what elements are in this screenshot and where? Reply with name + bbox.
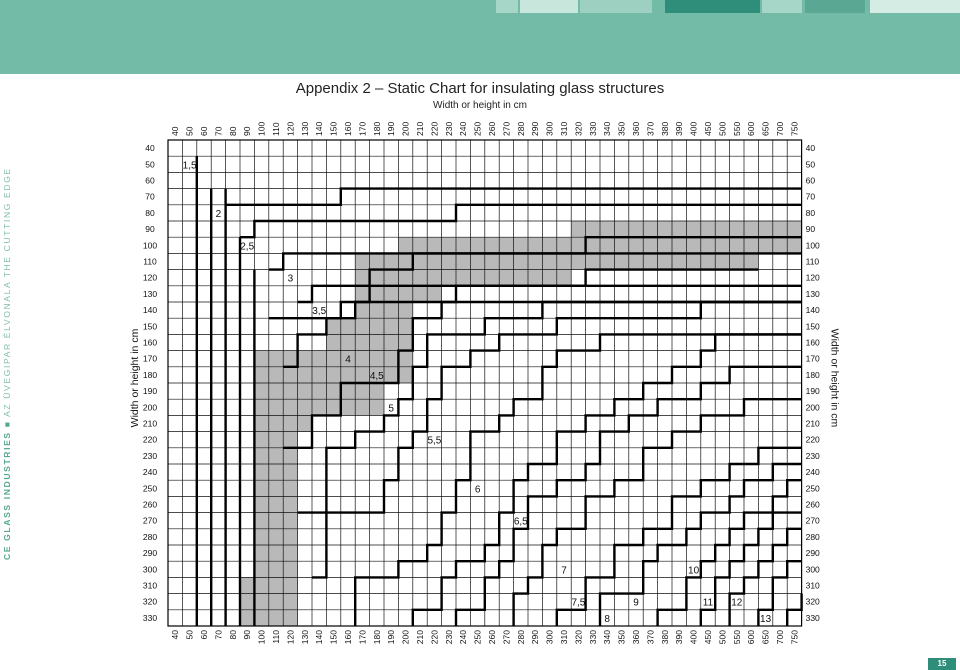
y-tick-label-right: 100 [805,240,820,251]
x-tick-label-bottom: 130 [299,630,310,645]
zone-label: 12 [731,597,743,609]
x-tick-label-bottom: 350 [616,630,627,645]
x-tick-label-bottom: 40 [170,630,181,640]
y-tick-label-left: 270 [142,515,158,526]
x-tick-label-top: 300 [544,121,555,136]
y-tick-label-left: 190 [142,386,158,397]
x-tick-label-bottom: 70 [213,630,224,640]
y-tick-label-right: 220 [805,434,820,445]
zone-label: 8 [604,613,610,625]
x-tick-label-top: 370 [645,121,656,136]
y-tick-label-right: 120 [805,272,820,283]
y-tick-label-right: 250 [805,483,820,494]
y-tick-label-right: 280 [805,531,820,542]
x-tick-label-bottom: 140 [314,630,325,645]
x-tick-label-top: 140 [314,121,325,136]
shaded-cells [254,432,297,448]
x-tick-label-bottom: 100 [256,630,267,645]
x-tick-label-bottom: 650 [760,630,771,645]
shaded-cells [254,513,297,529]
x-tick-label-bottom: 210 [415,630,425,645]
y-tick-label-right: 110 [805,256,820,267]
y-tick-label-left: 180 [142,369,158,380]
x-tick-label-top: 50 [184,126,195,136]
y-tick-label-left: 280 [142,531,158,542]
y-tick-label-left: 170 [142,353,158,364]
zone-boundary [787,594,801,626]
zone-label: 7,5 [571,597,586,609]
x-tick-label-top: 70 [213,126,224,136]
y-tick-label-right: 140 [805,305,820,316]
x-tick-label-bottom: 230 [443,630,454,645]
x-tick-label-bottom: 280 [515,630,526,645]
x-tick-label-top: 40 [170,126,181,136]
x-tick-label-bottom: 750 [789,630,800,645]
x-tick-label-top: 130 [299,121,310,136]
x-tick-label-bottom: 200 [400,630,411,645]
zone-label: 3,5 [312,306,327,318]
x-tick-label-top: 450 [703,121,713,136]
x-tick-label-top: 320 [573,121,584,136]
x-tick-label-bottom: 80 [227,630,238,640]
x-tick-label-bottom: 370 [645,630,656,645]
y-tick-label-right: 160 [805,337,820,348]
y-tick-label-right: 320 [805,596,820,607]
zone-label: 13 [760,613,772,625]
x-tick-label-bottom: 240 [458,630,469,645]
y-tick-label-left: 160 [142,337,158,348]
chart-title: Appendix 2 – Static Chart for insulating glass structures [295,80,665,97]
x-tick-label-top: 700 [775,121,785,136]
y-tick-label-right: 190 [805,386,820,397]
x-tick-label-top: 200 [400,121,411,136]
y-tick-label-right: 70 [805,191,816,202]
zone-label: 9 [633,597,639,609]
y-tick-label-left: 100 [142,240,158,251]
x-tick-label-bottom: 400 [688,630,699,645]
y-tick-label-left: 230 [142,450,158,461]
y-tick-label-right: 80 [805,207,816,218]
y-tick-label-left: 80 [145,207,155,218]
zone-label: 11 [702,597,714,609]
x-tick-label-bottom: 150 [328,630,339,645]
x-tick-label-top: 250 [472,121,483,136]
x-tick-label-bottom: 700 [775,630,785,645]
y-tick-label-right: 270 [805,515,820,526]
y-tick-label-right: 50 [805,159,816,170]
shaded-cells [355,270,571,286]
x-tick-label-bottom: 170 [357,630,368,645]
y-tick-label-left: 140 [142,305,158,316]
zone-label: 10 [688,565,700,577]
x-tick-label-top: 550 [731,121,742,136]
y-tick-label-left: 330 [142,612,158,623]
y-tick-label-left: 60 [145,175,155,186]
y-tick-label-right: 290 [805,548,820,559]
shaded-cells [254,561,297,577]
y-tick-label-right: 170 [805,353,820,364]
y-tick-label-left: 220 [142,434,158,445]
x-tick-label-bottom: 450 [703,630,713,645]
zone-label: 3 [287,273,294,285]
chart-x-axis-label: Width or height in cm [433,100,527,111]
x-tick-label-top: 400 [688,121,699,136]
x-tick-label-bottom: 190 [386,630,397,645]
y-tick-label-right: 150 [805,321,820,332]
y-tick-label-left: 300 [142,564,158,575]
y-axis-label-left: Width or height in cm [129,328,141,428]
zone-boundary [269,302,802,318]
y-tick-label-left: 110 [143,256,157,267]
y-tick-label-left: 210 [142,418,158,429]
y-tick-label-right: 40 [805,143,816,154]
y-tick-label-left: 290 [142,548,158,559]
shaded-cells [254,496,297,512]
y-tick-label-left: 250 [142,483,158,494]
x-tick-label-bottom: 270 [501,630,512,645]
x-tick-label-bottom: 320 [573,630,584,645]
x-tick-label-top: 380 [659,121,670,136]
shaded-cells [254,464,297,480]
x-tick-label-top: 350 [616,121,627,136]
x-tick-label-bottom: 330 [587,630,598,645]
x-tick-label-top: 150 [328,121,339,136]
side-slogan: AZ ÜVEGIPAR ÉLVONALA THE CUTTING EDGE [2,167,12,417]
x-tick-label-top: 270 [501,121,512,136]
x-tick-label-top: 750 [789,121,800,136]
y-tick-label-left: 120 [142,272,158,283]
shaded-cells [254,383,384,399]
zone-label: 1,5 [182,160,197,172]
x-tick-label-top: 310 [559,121,569,136]
x-tick-label-top: 330 [587,121,598,136]
x-tick-label-top: 160 [343,121,353,136]
x-tick-label-bottom: 550 [731,630,742,645]
zone-label: 2,5 [240,241,255,253]
y-tick-label-left: 130 [142,288,158,299]
zone-label: 4 [345,354,351,366]
zone-boundary [557,448,802,626]
x-tick-label-bottom: 90 [242,630,253,640]
y-tick-label-right: 180 [805,369,820,380]
y-tick-label-left: 90 [145,224,155,235]
side-brand: CE GLASS INDUSTRIES [2,431,12,560]
shaded-cells [254,448,297,464]
y-tick-label-right: 130 [805,288,820,299]
x-tick-label-top: 390 [674,121,685,136]
zone-label: 7 [561,565,567,577]
x-tick-label-bottom: 260 [487,630,497,645]
y-tick-label-left: 40 [145,143,155,154]
y-tick-label-right: 330 [805,612,820,623]
x-tick-label-top: 280 [515,121,526,136]
zone-label: 2 [215,208,222,220]
x-tick-label-bottom: 600 [746,630,757,645]
x-tick-label-bottom: 110 [271,630,281,644]
y-tick-label-left: 150 [142,321,158,332]
shaded-cells [254,399,384,415]
x-tick-label-bottom: 360 [631,630,641,645]
y-tick-label-right: 90 [805,224,816,235]
y-tick-label-left: 260 [142,499,158,510]
y-tick-label-left: 200 [142,402,158,413]
shaded-cells [254,480,297,496]
x-tick-label-top: 210 [415,121,425,136]
x-tick-label-bottom: 500 [717,630,728,645]
x-tick-label-top: 240 [458,121,469,136]
x-tick-label-top: 220 [429,121,440,136]
x-tick-label-bottom: 180 [371,630,382,645]
y-tick-label-left: 320 [142,596,158,607]
x-tick-label-top: 600 [746,121,757,136]
x-tick-label-top: 230 [443,121,454,136]
y-tick-label-right: 260 [805,499,820,510]
x-tick-label-bottom: 220 [429,630,440,645]
y-tick-label-right: 230 [805,450,820,461]
x-tick-label-top: 80 [227,126,238,136]
x-tick-label-bottom: 160 [343,630,353,645]
y-tick-label-left: 310 [142,580,158,591]
y-tick-label-right: 210 [805,418,820,429]
y-tick-label-right: 240 [805,467,820,478]
y-tick-label-left: 50 [145,159,155,170]
shaded-cells [254,529,297,545]
square-marker-icon: ■ [2,420,12,428]
x-tick-label-bottom: 290 [530,630,541,645]
x-tick-label-bottom: 340 [602,630,613,645]
x-tick-label-bottom: 310 [559,630,569,645]
shaded-cells [254,545,297,561]
zone-label: 6,5 [513,516,528,528]
x-tick-label-top: 170 [357,121,368,136]
x-tick-label-top: 360 [631,121,641,136]
y-tick-label-right: 300 [805,564,820,575]
zone-label: 5,5 [427,435,442,447]
x-tick-label-top: 180 [371,121,382,136]
x-tick-label-bottom: 380 [659,630,670,645]
x-tick-label-bottom: 250 [472,630,483,645]
x-tick-label-bottom: 390 [674,630,685,645]
x-tick-label-top: 110 [271,122,281,136]
x-tick-label-top: 290 [530,121,541,136]
x-tick-label-top: 340 [602,121,613,136]
x-tick-label-top: 120 [285,121,296,136]
zone-label: 4,5 [369,370,384,382]
y-axis-label-right: Width or height in cm [828,328,841,428]
x-tick-label-top: 100 [256,121,267,136]
x-tick-label-top: 90 [242,126,253,136]
y-tick-label-right: 60 [805,175,816,186]
x-tick-label-top: 650 [760,121,771,136]
y-tick-label-left: 240 [142,467,158,478]
shaded-cells [254,367,412,383]
zone-label: 6 [474,484,481,496]
y-tick-label-left: 70 [145,191,155,202]
x-tick-label-bottom: 60 [199,630,209,640]
shaded-cells [254,351,412,367]
zone-label: 5 [388,403,394,415]
y-tick-label-right: 200 [805,402,820,413]
x-tick-label-top: 260 [487,121,497,136]
x-tick-label-bottom: 120 [285,630,296,645]
x-tick-label-bottom: 50 [184,630,195,640]
x-tick-label-top: 60 [199,126,209,136]
page-number: 15 [928,658,956,670]
y-tick-label-right: 310 [805,580,820,591]
x-tick-label-bottom: 300 [544,630,555,645]
x-tick-label-top: 500 [717,121,728,136]
x-tick-label-top: 190 [386,121,397,136]
